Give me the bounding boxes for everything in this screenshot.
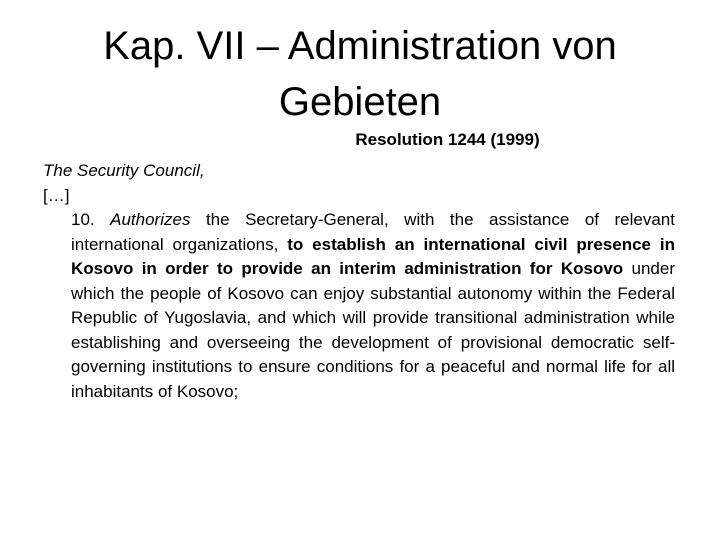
paragraph-text-before: the Secretary-General, with the assistance of relevant international organizations, (71, 210, 675, 254)
paragraph-bold-text: to establish an international civil presence in Kosovo in order to provide an interim administration for Kosovo (71, 234, 675, 278)
slide-title: Kap. VII – Administration von Gebieten (103, 24, 617, 124)
resolution-subtitle-text: Resolution 1244 (1999) (355, 130, 540, 149)
paragraph-verb: Authorizes (110, 210, 191, 229)
paragraph-text-after: under which the people of Kosovo can enjoy substantial autonomy within the Federal Republic of Yugoslavia, and which will provide transitional administration while establishing and overseeing the development of provisional democratic self-governing institutions to ensure conditions for a peaceful and normal life for all inhabitants of Kosovo; (71, 259, 676, 401)
intro-line: The Security Council, (43, 161, 205, 180)
resolution-subtitle (0, 130, 720, 150)
paragraph-number: 10. (71, 210, 111, 229)
paragraph-10 (71, 208, 675, 404)
ellipsis-line: […] (43, 185, 70, 205)
body-text (43, 159, 675, 404)
